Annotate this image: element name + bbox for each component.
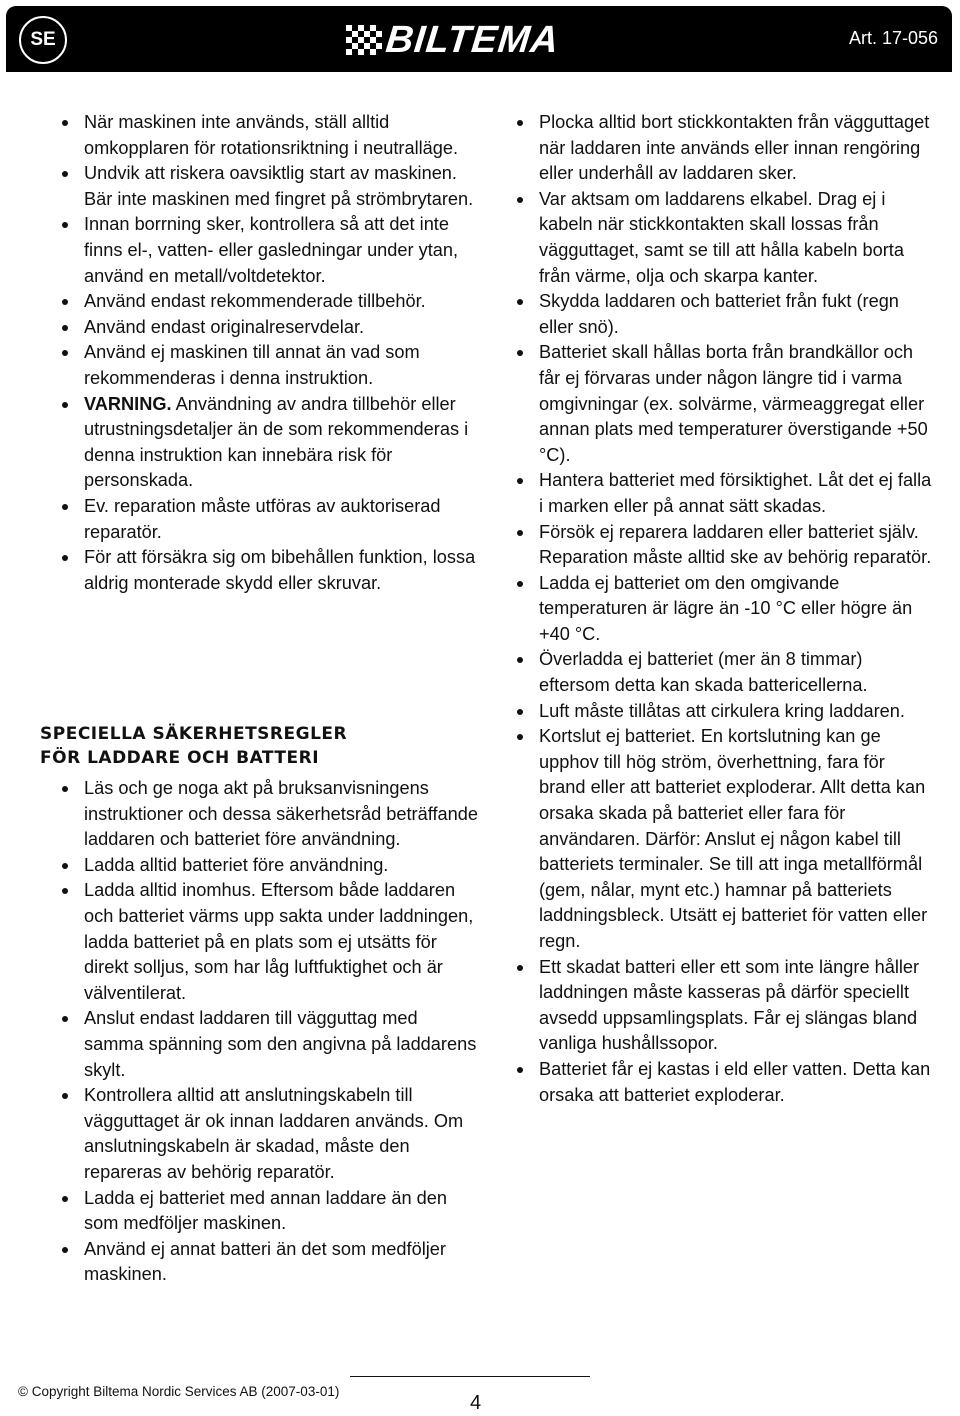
list-item: Försök ej reparera laddaren eller batteriet själv. Reparation måste alltid ske av behörig reparatör.: [515, 520, 935, 571]
warning-label: VARNING.: [84, 393, 172, 414]
list-item: Ladda alltid inomhus. Eftersom både laddaren och batteriet värms upp sakta under laddningen, ladda batteriet på en plats som ej utsätts för direkt solljus, som har låg luftfuktighet och är välventilerat.: [60, 878, 480, 1006]
language-badge: SE: [19, 16, 67, 64]
page-number: 4: [470, 1392, 482, 1414]
list-item: Använd ej annat batteri än det som medföljer maskinen.: [60, 1237, 480, 1288]
list-item: Batteriet får ej kastas i eld eller vatten. Detta kan orsaka att batteriet exploderar.: [515, 1057, 935, 1108]
left-column: [60, 110, 480, 596]
list-item: Använd ej maskinen till annat än vad som rekommenderas i denna instruktion.: [60, 340, 480, 391]
right-column: [515, 110, 935, 1108]
list-item: Ladda ej batteriet med annan laddare än den som medföljer maskinen.: [60, 1186, 480, 1237]
list-item: Använd endast rekommenderade tillbehör.: [60, 289, 480, 315]
list-item: Ladda ej batteriet om den omgivande temperaturen är lägre än -10 °C eller högre än +40 °C.: [515, 571, 935, 648]
list-item: Luft måste tillåtas att cirkulera kring laddaren.: [515, 699, 935, 725]
section-heading: [40, 722, 480, 770]
list-item: Batteriet skall hållas borta från brandkällor och får ej förvaras under någon längre tid i varma omgivningar (ex. solvärme, värmeaggregat eller annan plats med temperaturer överstigande +50 °C).: [515, 340, 935, 468]
list-item: Läs och ge noga akt på bruksanvisningens instruktioner och dessa säkerhetsråd beträffande laddaren och batteriet före användning.: [60, 776, 480, 853]
warning-item: [60, 392, 480, 494]
section-heading-line2: FÖR LADDARE OCH BATTERI: [40, 748, 320, 768]
list-item: Kontrollera alltid att anslutningskabeln till vägguttaget är ok innan laddaren används. Om anslutningskabeln är skadad, måste den repareras av behörig reparatör.: [60, 1083, 480, 1185]
charger-battery-column: [60, 776, 480, 1288]
brand-name: BILTEMA: [383, 19, 562, 61]
list-item: Hantera batteriet med försiktighet. Låt det ej falla i marken eller på annat sätt skadas.: [515, 468, 935, 519]
charger-safety-list: [60, 776, 480, 1288]
checker-flag-icon: [346, 25, 382, 55]
list-item: Överladda ej batteriet (mer än 8 timmar) eftersom detta kan skada battericellerna.: [515, 647, 935, 698]
footer-divider: [350, 1376, 590, 1377]
battery-safety-list: [515, 110, 935, 1108]
list-item: Plocka alltid bort stickkontakten från vägguttaget när laddaren inte används eller innan rengöring eller underhåll av laddaren sker.: [515, 110, 935, 187]
list-item: Innan borrning sker, kontrollera så att det inte finns el-, vatten- eller gasledningar under ytan, använd en metall/voltdetektor.: [60, 212, 480, 289]
list-item: Ett skadat batteri eller ett som inte längre håller laddningen måste kasseras på därför speciellt avsedd uppsamlingsplats. Får ej slängas bland vanliga hushållssopor.: [515, 955, 935, 1057]
list-item: Var aktsam om laddarens elkabel. Drag ej i kabeln när stickkontakten skall lossas från vägguttaget, samt se till att hålla kabeln borta från värme, olja och skarpa kanter.: [515, 187, 935, 289]
list-item: För att försäkra sig om bibehållen funktion, lossa aldrig monterade skydd eller skruvar.: [60, 545, 480, 596]
page-header: [6, 6, 952, 72]
list-item: Anslut endast laddaren till vägguttag med samma spänning som den angivna på laddarens skylt.: [60, 1006, 480, 1083]
list-item: Kortslut ej batteriet. En kortslutning kan ge upphov till hög ström, överhettning, fara för brand eller att batteriet exploderar. Allt detta kan orsaka skada på batteriet eller fara för användaren. Därför: Anslut ej någon kabel till batteriets terminaler. Se till att inga metallförmål (gem, nålar, mynt etc.) hamnar på batteriets laddningsbleck. Utsätt ej batteriet för vatten eller regn.: [515, 724, 935, 954]
warning-text: Användning av andra tillbehör eller utrustningsdetaljer än de som rekommenderas i denna instruktion kan innebära risk för personskada.: [84, 393, 469, 491]
list-item: När maskinen inte används, ställ alltid omkopplaren för rotationsriktning i neutralläge.: [60, 110, 480, 161]
list-item: Undvik att riskera oavsiktlig start av maskinen. Bär inte maskinen med fingret på strömbrytaren.: [60, 161, 480, 212]
list-item: Använd endast originalreservdelar.: [60, 315, 480, 341]
list-item: Skydda laddaren och batteriet från fukt (regn eller snö).: [515, 289, 935, 340]
copyright-notice: © Copyright Biltema Nordic Services AB (2007-03-01): [18, 1384, 340, 1399]
list-item: Ev. reparation måste utföras av auktoriserad reparatör.: [60, 494, 480, 545]
biltema-logo: [346, 19, 562, 61]
list-item: Ladda alltid batteriet före användning.: [60, 853, 480, 879]
section-heading-line1: SPECIELLA SÄKERHETSREGLER: [40, 724, 348, 744]
article-number: Art. 17-056: [848, 28, 938, 48]
safety-list: [60, 110, 480, 596]
